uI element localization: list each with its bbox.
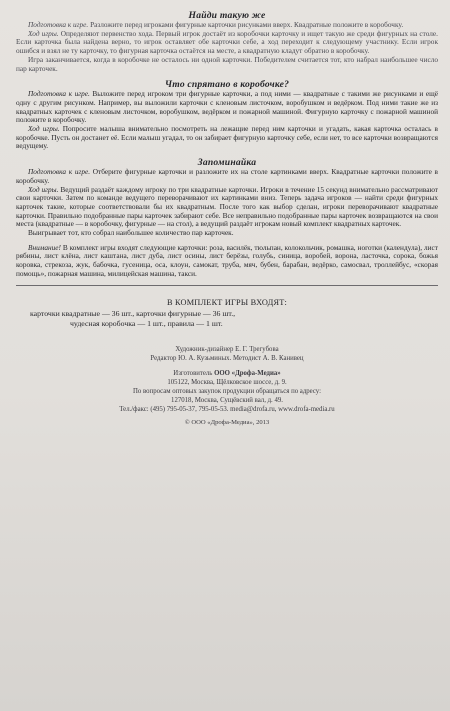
section-memory	[16, 157, 438, 238]
move-paragraph	[16, 186, 438, 230]
wholesale-address: 127018, Москва, Сущёвский вал, д. 49.	[171, 396, 283, 404]
prep-paragraph	[16, 90, 438, 125]
move-text: Попросите малыша внимательно посмотреть на лежащие перед ним карточки и угадать, какая карточка осталась в коробочке. Пусть он достанет её. Если малыш угадал, то он забирает фигурную карточку себе, если нет, то все карточки возвращаются ведущему.	[16, 124, 438, 151]
prep-lead: Подготовка к игре.	[28, 167, 91, 177]
manufacturer-line	[16, 369, 438, 378]
prep-lead: Подготовка к игре.	[28, 20, 89, 29]
prep-text: Выложите перед игроком три фигурные карточки, а под ними — квадратные с такими же рисунками и ещё одну с другим рисунком. Например, вы выложили карточки с кленовым листочком, воробушком и ведёрком. Под ними такие же из квадратных карточек с кленовым листочком, воробушком, ведёрком и пожарной машиной. Фигурную карточку с пожарной машиной положите в коробочку.	[16, 89, 438, 125]
prep-lead: Подготовка к игре.	[28, 89, 90, 99]
move-text: Определяют первенство хода. Первый игрок достаёт из коробочки карточку и ищет такую же среди фигурных на столе. Если карточка была найдена верно, то игрок оставляет обе карточки себе, а ход переходит к следующему участнику. Если игрок ошибся и взял не ту карточку, то фигурная карточка остаётся на месте, а квадратную кладут обратно в коробочку.	[16, 28, 438, 56]
prep-text: Отберите фигурные карточки и разложите их на столе картинками вверх. Квадратные карточки положите в коробочку.	[16, 167, 438, 185]
section-title-memory: Запоминайка	[197, 157, 257, 169]
end-paragraph: Игра заканчивается, когда в коробочке не осталось ни одной карточки. Победителем считается тот, кто набрал наибольшее число пар карточек.	[16, 54, 438, 73]
note-paragraph	[16, 244, 438, 279]
move-lead: Ход игры.	[28, 184, 59, 194]
move-lead: Ход игры.	[28, 28, 59, 38]
copyright-line: © ООО «Дрофа-Медиа», 2013	[184, 418, 270, 426]
wholesale-note: По вопросам оптовых закупок продукции обращаться по адресу:	[132, 387, 321, 395]
section-hidden-in-box	[16, 79, 438, 151]
note-lead: Внимание!	[28, 242, 61, 252]
components-line-2: чудесная коробочка — 1 шт., правила — 1 шт.	[70, 318, 223, 328]
section-find-same	[16, 10, 438, 73]
components-block	[16, 298, 438, 329]
move-text: Ведущий раздаёт каждому игроку по три квадратные карточки. Игроки в течение 15 секунд внимательно рассматривают свои карточки. Затем по команде ведущего переворачивают их картинками вниз. Теперь задача игроков — найти среди фигурных карточек такие, которые соответствовали бы их квадратным. После того как выбор сделан, игроки переворачивают квадратные карточки. Правильно подобранные пары карточек забирают себе. Все неправильно подобранные пары карточек возвращаются на свои места (квадратные — в коробочку, фигурные — на стол), а ведущий раздаёт игрокам новый комплект квадратных карточек.	[16, 184, 438, 229]
section-title-find-same: Найди такую же	[188, 10, 266, 21]
end-paragraph: Выигрывает тот, кто собрал наибольшее количество пар карточек.	[28, 228, 234, 238]
move-paragraph	[16, 30, 438, 56]
components-line-1: карточки квадратные — 36 шт., карточки фигурные — 36 шт.,	[30, 308, 236, 318]
components-title: В КОМПЛЕКТ ИГРЫ ВХОДЯТ:	[166, 297, 288, 307]
section-title-hidden-in-box: Что спрятано в коробочке?	[164, 79, 290, 91]
cards-note	[16, 244, 438, 279]
manufacturer-label: Изготовитель	[173, 369, 215, 377]
artist-credit: Художник-дизайнер Е. Г. Трегубова	[175, 345, 279, 353]
prep-paragraph	[16, 168, 438, 185]
credits-block	[16, 345, 438, 427]
manufacturer-name: ООО «Дрофа-Медиа»	[214, 369, 281, 377]
editor-credit: Редактор Ю. А. Кузьминых. Методист А. В. Канивец	[150, 354, 304, 362]
divider-line	[16, 285, 438, 286]
manufacturer-address: 105122, Москва, Щёлковское шоссе, д. 9.	[167, 378, 287, 386]
move-paragraph	[16, 125, 438, 151]
note-text: В комплект игры входят следующие карточки: роза, василёк, тюльпан, колокольчик, ромашка, ноготки (календула), лист рябины, лист клёна, лист каштана, лист дуба, лист осины, лист берёзы, голубь, синица, воробей, ворона, ласточка, сорока, божья коровка, стрекоза, жук, бабочка, гусеница, оса, клоун, самокат, труба, мяч, бубен, барабан, ведёрко, самосвал, троллейбус, «скорая помощь», пожарная машина, милицейская машина, такси.	[16, 242, 438, 278]
prep-text: Разложите перед игроками фигурные карточки рисунками вверх. Квадратные положите в коробочку.	[88, 20, 404, 29]
move-lead: Ход игры.	[28, 124, 60, 134]
contacts-line: Тел./факс: (495) 795-05-37, 795-05-53. media@drofa.ru, www.drofa-media.ru	[119, 405, 335, 413]
